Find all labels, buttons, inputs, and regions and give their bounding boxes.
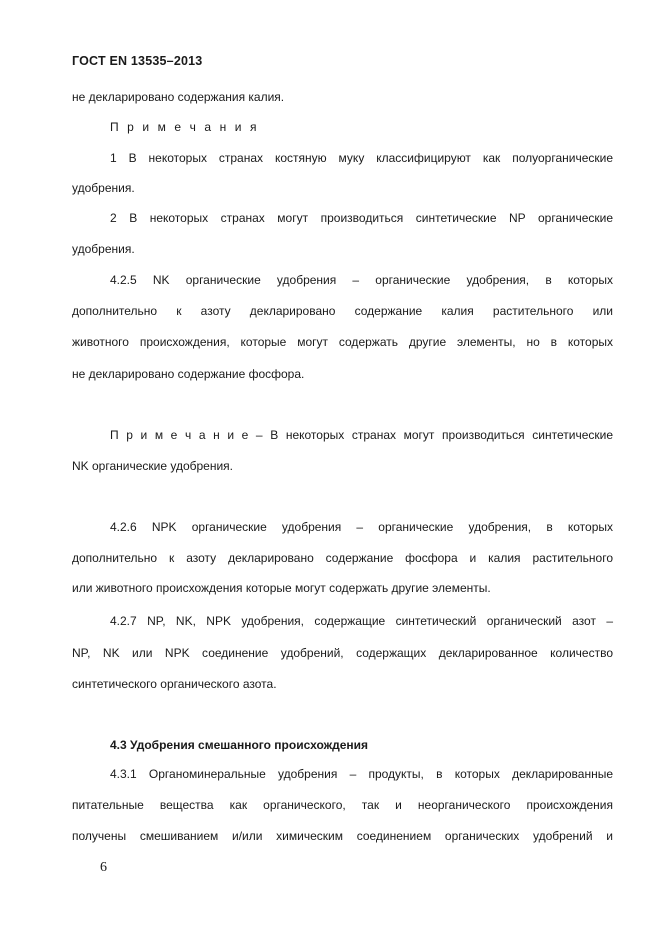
text-line: питательные вещества как органического, так и неорганического происхождения — [72, 798, 613, 812]
section-heading-4-3: 4.3 Удобрения смешанного происхождения — [110, 738, 369, 752]
text-line: получены смешиванием и/или химическим соединением органических удобрений и — [72, 829, 613, 843]
text-line: удобрения. — [72, 242, 135, 256]
text-line: синтетического органического азота. — [72, 677, 277, 691]
text-line: или животного происхождения которые могут содержать другие элементы. — [72, 581, 491, 595]
text-line: удобрения. — [72, 181, 135, 195]
notes-heading: П р и м е ч а н и я — [110, 120, 260, 134]
note-2-text: 2 В некоторых странах могут производиться синтетические NP органические — [110, 211, 613, 225]
text-line: NP, NK или NPK соединение удобрений, содержащих декларированное количество — [72, 646, 613, 660]
page-number: 6 — [100, 860, 107, 875]
text-line: дополнительно к азоту декларировано содержание калия растительного или — [72, 304, 613, 318]
text-line: не декларировано содержания калия. — [72, 90, 285, 104]
text-line: NK органические удобрения. — [72, 459, 234, 473]
text-line: дополнительно к азоту декларировано содержание фосфора и калия растительного — [72, 551, 613, 565]
text-line: животного происхождения, которые могут содержать другие элементы, но в которых — [72, 335, 613, 349]
document-header: ГОСТ EN 13535–2013 — [72, 54, 203, 68]
clause-4-3-1: 4.3.1 Органоминеральные удобрения – продукты, в которых декларированные — [110, 767, 613, 781]
note-1-text: 1 В некоторых странах костяную муку классифицируют как полуорганические — [110, 151, 613, 165]
note-4-2-5: П р и м е ч а н и е – В некоторых странах могут производиться синтетические — [110, 428, 613, 442]
clause-4-2-6: 4.2.6 NPK органические удобрения – органические удобрения, в которых — [110, 520, 613, 534]
text-line: не декларировано содержание фосфора. — [72, 367, 305, 381]
clause-4-2-5: 4.2.5 NK органические удобрения – органические удобрения, в которых — [110, 273, 613, 287]
clause-4-2-7: 4.2.7 NP, NK, NPK удобрения, содержащие синтетический органический азот – — [110, 614, 613, 628]
